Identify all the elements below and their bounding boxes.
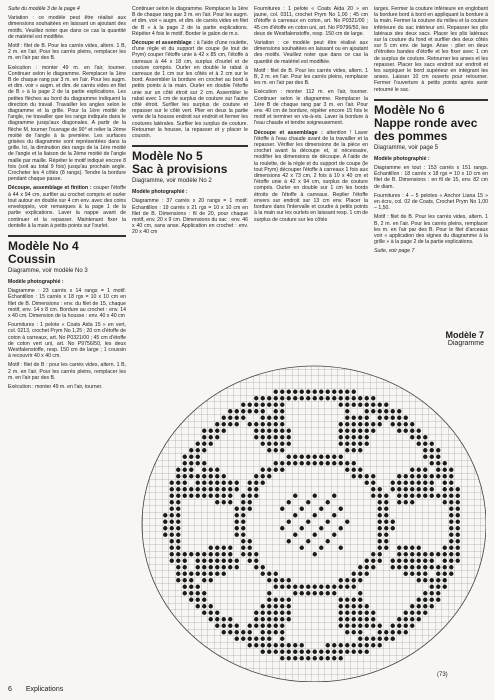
column-4 [374, 6, 488, 320]
model-5-name: Sac à provisions [132, 162, 228, 177]
col3-decoupe-heading: Découpe et assemblage : [254, 129, 323, 136]
model-6-fournitures: Fournitures : 4 – 5 pelotes « Anchor Liana 15 » en écru, col. 02 de Coats, Crochet Prym No 1,00 – 1,50. [374, 192, 488, 212]
page-footer [8, 686, 75, 693]
model-5-photo-heading: Modèle photographié : [132, 189, 188, 196]
model-4-photo-heading: Modèle photographié : [8, 278, 64, 285]
diagram-title-block [445, 330, 484, 347]
variation-text: Variation : ce modèle peut être réalisé aux dimensions souhaitées en laissant un ajoutant des motifs. Veuillez noter que dans ce cas la quantité de matériel est modifiée. [8, 15, 126, 40]
diagram-count: (73) [437, 672, 448, 678]
model-4-execution: Exécution : monter 49 m. en l'air, tourner. [8, 383, 103, 390]
model-5-diagram-ref: Diagramme, voir modèle No 2 [132, 178, 212, 185]
model-4-diagram-ref: Diagramme, voir modèle No 3 [8, 267, 88, 274]
page-number: 6 [8, 686, 12, 693]
col2-decoupe-text: à l'aide d'une roulette, d'une règle et du support de coupe (le tout de Prym) couper l'étoffe unie à 42 x 85 cm, l'étoffe à carreaux à 44 x 18 cm, surplus d'ourlet et de couture compris. Ourler en double le rabat à carreaux de 1 cm sur les côtés et à 2 cm sur le bord. Assembler la bordure en crochet au bord à petits points à la main. Ourler en double l'étoffe unie sur un côté étroit sur 2 cm. Assembler le rabat avec 1 cm de surplus de couture sur l'autre côté étroit. Surfiler les surplus de couture et repasser sur le côté vert. Plier en deux la partie verte de la housse endroit sur endroit et fermer les coutures latérales. Surfiler les surplus de couture. Retourner la housse, la repasser et y placer le coussin. [132, 40, 248, 140]
footer-section: Explications [25, 686, 64, 693]
model-6-name: Nappe ronde avec des pommes [374, 115, 478, 143]
execution-text: Exécution : monter 49 m. en l'air, tourner. Continuer selon le diagramme. Remplacer la 1ère B de chaque rang par 3 m. en l'air. Pour les augm. et dim. voir « augm. et dim. de carrés vides en filet de B » à la page 2 de la partie explications. Les petites flèches au bord du diagramme indiquent la direction du travail. Travailler les angles selon le diagramme et la grille. Pour la 1ère moitié de l'angle, ne travailler que les rangs indiqués dans le diagramme jusqu'aux diagonales. A partir de la flèche M, tourner l'ouvrage de 90° et relier la 2ème moitié de l'angle à la première. Les surfaces grisées du diagramme sont représentées dans la grille. Ici, la diminution des rangs de la 1ère moitié de l'angle et la liaison de la 2ème moitié de l'angle maille par maille. Répéter le motif indiqué encore 8 fois (soit au total 9 fois) jusqu'au prochain angle. Crocheter les 4 côtés (8 rangs). Tendre la bordure pendant chaque passe. [8, 64, 126, 183]
col4-intro: larges. Fermer la couture inférieure en englobant la bordure bord à bord en appliquant la bordure à la main. Fermer la couture du milieu et la couture inférieure du sac intérieur uni. Repasser les plis latéraux des deux sacs. Placer les plis latéraux sur la couture du fond et surfiler des deux côtés sur 5 cm env. de large. Anse : plier en deux d'étroites bandes d'étoffe et les fixer avec 1 cm de surplus de couture. Retourner les anses et les repasser. Placer les sacs endroit sur endroit et les surpiquer le bord supérieur en intégrant les anses. Laisser 10 cm ouverts pour retourner. Fermer l'ouverture à petits points après avoir retourné le sac. [374, 6, 488, 93]
model-4-fournitures: Fournitures : 1 pelote « Coats Aida 15 » en vert, col. 0213, crochet Prym No 1,25 ; 20 cm d'étoffe de coton à carreaux, art. No P0321/00 ; 45 cm d'étoffe de coton vert uni, art. No P9756/50, les deux Westfalenstoffe, resp. 150 cm de large ; 1 coussin à recouvrir 40 x 40 cm. [8, 322, 126, 360]
model-6-motif: Motif : filet de B. Pour les carrés vides, altern. 1 B, 2 m. en l'air. Pour les carrés pleins, remplacer les m. en l'air par des B. Pour le filet d'arceaux voir « application des signes du diagramme à la grille » à la page 2 de la partie explications. [374, 214, 488, 246]
decoupe-text: couper l'étoffe à 44 x 94 cm, surfiler au crochet compris et ourler tout autour en double sur 4 cm env. avec des coins enveloppés, voir remarques à la page 1 de la partie explications. Laver la nappe avant de continuer et la repasser. Maintenant fixer la dentelle à la main à petits points sur l'ourlet. [8, 185, 126, 229]
col3-motif: Motif : filet de B. Pour les carrés vides, altern. 1 B, 2 m. en l'air. Pour les carrés pleins, remplacer les m. en l'air par des B. [254, 67, 368, 87]
col2-decoupe-heading: Découpe et assemblage : [132, 40, 196, 47]
column-1 [8, 6, 126, 648]
decoupe-heading: Découpe, assemblage et finition : [8, 185, 92, 192]
model-4-photo-text: Diagramme : 23 carrés x 14 rangs = 1 motif. Échantillon : 15 carrés x 18 rgs = 10 x 10 cm en filet de B. Dimensions : env. du filet de 15, chaque motif, env. 14 x 8 cm. Bordure au crochet : env. 14 x 40 cm. Dimension de la housse : env. 40 x 40 cm [8, 288, 126, 319]
model-6-photo-heading: Modèle photographié : [374, 155, 430, 162]
col3-execution: Exécution : monter 112 m. en l'air, tourner. Continuer selon le diagramme. Remplacer la 1ère B de chaque rang par 3 m. en l'air. Pour env. 40 cm de bordure, répéter encore 15 fois le motif et terminer en vis-à-vis. Laver la bordure à l'eau chaude et tendre soigneusement. [254, 89, 368, 127]
model-4-motif: Motif : filet de B : pour les carrés vides, altern. 1 B, 2 m. en l'air. Pour les carrés pleins, remplacer les m. en l'air par des B. [8, 362, 126, 381]
model-4-title: Modèle No 4 Coussin [8, 235, 126, 266]
model-5-photo-text: Diagramme : 37 carrés x 20 rangs = 1 motif. Échantillon : 19 carrés x 21 rgs = 10 x 10 cm en filet de B. Dimensions : fil de 20, pour chaque motif, env. 20 x 9 cm. Dimensions du sac : env. 46 x 40 cm, sans anse. Application en crochet : env. 20 x 40 cm [132, 198, 248, 236]
motif-text: Motif : filet de B. Pour les carrés vides, altern. 1 B, 2 m. en l'air. Pour les carrés pleins, remplacer les m. en l'air par des B. [8, 43, 126, 62]
header-note: Suite du modèle 3 de la page 4 [8, 6, 80, 12]
column-2 [132, 6, 248, 308]
model-6-diagram-ref: Diagramme, voir page 5 [374, 144, 439, 151]
model-4-name: Coussin [8, 251, 56, 266]
model-5-title: Modèle No 5 Sac à provisions [132, 145, 248, 176]
col2-intro: Continuer selon le diagramme. Remplacer la 1ère B de chaque rang par 3 m. en l'air. Pour les augm. et dim. voir « augm. et dim. de carrés vides en filet de B » à la page 2 de la partie explications. Répéter 4 fois le motif. Border le galon de m.s. [132, 6, 248, 37]
model-6-title: Modèle No 6 Nappe ronde avec des pommes [374, 99, 488, 143]
col3-variation: Variation : ce modèle peut être réalisé aux dimensions souhaitées en laissant ou en ajoutant des motifs. Veuillez noter que dans ce cas la quantité de matériel est modifiée. [254, 40, 368, 65]
model-6-photo-text: Diagramme en tout : 153 carrés x 151 rangs. Échantillon : 18 carrés x 18 rgs = 10 x 10 cm en filet de B. Dimensions : en fil de 15, env. 82 cm de diam. [374, 165, 488, 190]
col3-decoupe-text: attention ! Laver l'étoffe à l'eau chaude avant de la travailler et la repasser. Vérifier les dimensions de la pièce en crochet avant la découpe et, si nécessaire, modifier les dimensions de découpe. A l'aide de la roulette, de la règle et du support de coupe (le tout Prym) découper l'étoffe à carreaux 1 fois aux dimensions 42 x 73 cm, 2 fois à 10 x 40 cm et l'étoffe unie à 42 x 94 cm, surplus de couture compris. Ourler en double sur 1 cm les bords étroits de l'étoffe à carreaux. Replier l'étoffe envers sur endroit sur 13 cm env. Placer la bordure dans l'intervalle et coudre à petits points à la main sur les ourlets en laissant resp. 1 cm de surplus de couture sur les côtés [254, 129, 368, 223]
column-3 [254, 6, 368, 320]
diagram-subtitle: Diagramme [447, 340, 484, 347]
model-6-suite: Suite, voir page 7 [374, 248, 415, 255]
diagram-title: Modèle 7 [445, 330, 484, 340]
col3-fournitures: Fournitures : 1 pelote « Coats Aida 20 » en jaune, col. 0311, crochet Prym No 1,00 ; 45 cm d'étoffe à carreaux en coton, art. No P0321/00 ; 45 cm d'étoffe en coton uni, art. No P9796/50, les deux de Westfalenstoffe, resp. 150 cm de large. [254, 6, 368, 37]
crochet-diagram [136, 356, 486, 682]
